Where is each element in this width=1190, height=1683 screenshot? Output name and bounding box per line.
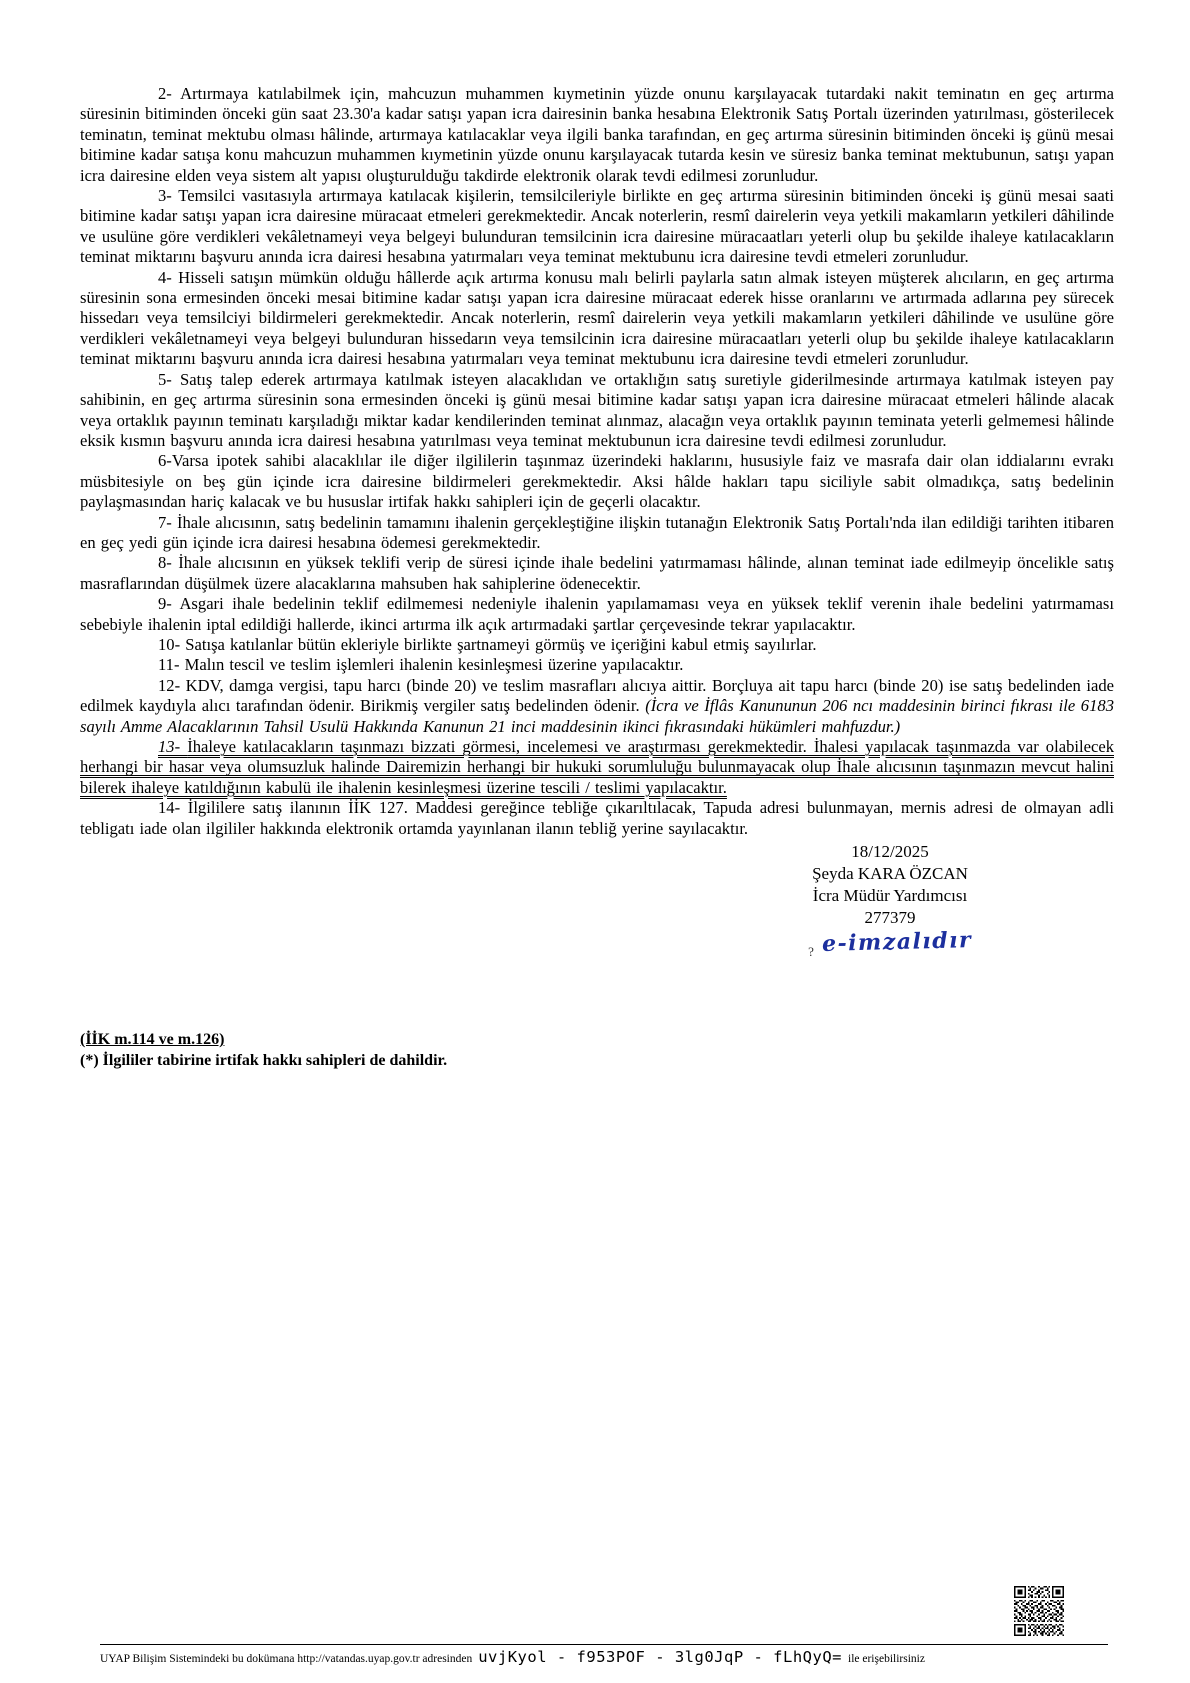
- footer-access-suffix: ile erişebilirsiniz: [848, 1653, 925, 1665]
- e-signature-stamp: e-imzalıdır: [821, 927, 973, 957]
- document-body: [0, 0, 1190, 839]
- paragraph-9: 9- Asgari ihale bedelinin teklif edilmemesi nedeniyle ihalenin yapılamaması veya en yüksek teklif verenin ihale bedelini yatırmaması sebebiyle ihalenin iptal edildiği hallerde, ikinci artırma ilk açık artırmadaki şartlar çerçevesinde tekrar yapılacaktır.: [80, 594, 1114, 634]
- signature-block: [730, 841, 1050, 963]
- e-signature-row: [730, 927, 1050, 963]
- footnote-easement-holders: (*) İlgililer tabirine irtifak hakkı sahipleri de dahildir.: [80, 1052, 448, 1070]
- signer-title: İcra Müdür Yardımcısı: [812, 886, 968, 906]
- paragraph-12-legal-reference: (İcra ve İflâs Kanununun 206 ncı maddesinin birinci fıkrası ile 6183 sayılı Amme Alacaklarının Tahsil Usulü Hakkında Kanunun 21 inci maddesinin ikinci fıkrasındaki hükümleri mahfuzdur.): [80, 696, 1114, 736]
- footer-access-code: uvjKyol - f953POF - 3lg0JqP - fLhQyQ=: [478, 1648, 842, 1666]
- paragraph-6: 6-Varsa ipotek sahibi alacaklılar ile diğer ilgililerin taşınmaz üzerindeki haklarını, hususiyle faiz ve masrafa dair olan iddialarını evrakı müsbitesiyle on beş gün içinde icra dairesine bildirmeleri gerekmektedir. Aksi hâlde hakları tapu siciliyle sabit olmadıkça, satış bedelinin paylaşmasından hariç kalacak ve bu hususlar irtifak hakkı sahipleri için de geçerli olacaktır.: [80, 451, 1114, 512]
- paragraph-13-number: 13-: [158, 737, 188, 756]
- footer-access-text: UYAP Bilişim Sistemindeki bu dokümana http://vatandas.uyap.gov.tr adresinden: [100, 1653, 473, 1665]
- paragraph-5: 5- Satış talep ederek artırmaya katılmak isteyen alacaklıdan ve ortaklığın satış suretiyle giderilmesinde artırmaya katılmak isteyen pay sahibinin, en geç artırma süresinin sona ermesinden önceki iş günü mesai bitimine kadar satışı yapan icra dairesine müracaat etmeleri hâlinde alacak veya ortaklık payının teminatı karşıladığı miktar kadar kendilerinden teminat alınmaz, alacağın veya ortaklık payının teminata yeterli gelmemesi hâlinde eksik kısmın başvuru anında icra dairesi hesabına yatırılması veya teminat mektubunun icra dairesine tevdi edilmesi zorunludur.: [80, 369, 1114, 450]
- paragraph-3: 3- Temsilci vasıtasıyla artırmaya katılacak kişilerin, temsilcileriyle birlikte en geç artırma süresinin bitiminden önceki iş günü mesai saati bitimine kadar satışı yapan icra dairesine müracaat etmeleri gerekmektedir. Ancak noterlerin, resmî dairelerin veya yetkili makamların yetkileri dâhilinde ve usulüne göre verdikleri vekâletnameyi veya belgeyi bulunduran temsilcinin icra dairesine müracaatları yeterli olup bu şekilde ihaleye katılacakların teminat miktarını başvuru anında icra dairesi hesabına yatırmaları veya teminat mektubunu icra dairesine tevdi etmeleri zorunludur.: [80, 186, 1114, 267]
- paragraph-4: 4- Hisseli satışın mümkün olduğu hâllerde açık artırma konusu malı belirli paylarla satın almak isteyen müşterek alıcıların, en geç artırma süresinin sona ermesinden önceki mesai bitimine kadar satışı yapan icra dairesine müracaat ederek hisse oranlarını ve artırmada adlarına pey sürecek hissedarı veya temsilciyi bildirmeleri gerekmektedir. Ancak noterlerin, resmî dairelerin veya yetkili makamların yetkileri dâhilinde ve usulüne göre verdikleri vekâletnameyi veya belgeyi bulunduran hissedarın veya temsilcinin icra dairesine müracaatları yeterli olup bu şekilde ihaleye katılacakların teminat miktarını başvuru anında icra dairesi hesabına yatırmaları veya teminat mektubunu icra dairesine tevdi etmeleri zorunludur.: [80, 267, 1114, 369]
- paragraph-8: 8- İhale alıcısının en yüksek teklifi verip de süresi içinde ihale bedelini yatırmaması hâlinde, alınan teminat iade edilmeyip öncelikle satış masraflarından düşülmek üzere alacaklarına mahsuben hak sahiplerine ödenecektir.: [80, 553, 1114, 593]
- page-footer: [100, 1644, 1108, 1666]
- qr-code: [1014, 1586, 1064, 1636]
- paragraph-13-text: İhaleye katılacakların taşınmazı bizzati görmesi, incelemesi ve araştırması gerekmektedir. İhalesi yapılacak taşınmazda var olabilecek herhangi bir hasar veya olumsuzluk halinde Dairemizin herhangi bir hukuki sorumluluğu bulunmayacak olup İhale alıcısının taşınmazın mevcut halini bilerek ihaleye katıldığının kabulü ile ihalenin kesinleşmesi üzerine tescili / teslimi yapılacaktır.: [80, 737, 1114, 797]
- footnote-iik-articles: (İİK m.114 ve m.126): [80, 1031, 225, 1049]
- paragraph-12: [80, 676, 1114, 737]
- stamp-question-mark: ?: [808, 944, 814, 960]
- paragraph-12-text: 12- KDV, damga vergisi, tapu harcı (binde 20) ve teslim masrafları alıcıya aittir. Borçluya ait tapu harcı (binde 20) ise satış bedelinden iade edilmek kaydıyla alıcı tarafından ödenir. Birikmiş vergiler satış bedelinden ödenir.: [80, 675, 1114, 716]
- signature-date: 18/12/2025: [851, 842, 929, 862]
- footnotes: [80, 1029, 1190, 1071]
- paragraph-14: 14- İlgililere satış ilanının İİK 127. Maddesi gereğince tebliğe çıkarıltılacak, Tapuda adresi bulunmayan, mernis adresi de olmayan adli tebligatı iade olan ilgililer hakkında elektronik ortamda yayınlanan ilanın tebliğ yerine sayılacaktır.: [80, 798, 1114, 838]
- paragraph-11: 11- Malın tescil ve teslim işlemleri ihalenin kesinleşmesi üzerine yapılacaktır.: [158, 655, 684, 675]
- signer-registry-number: 277379: [864, 908, 916, 928]
- paragraph-7: 7- İhale alıcısının, satış bedelinin tamamını ihalenin gerçekleştiğine ilişkin tutanağın Elektronik Satış Portalı'nda ilan edildiği tarihten itibaren en geç yedi gün içinde icra dairesi hesabına ödemesi gerekmektedir.: [80, 512, 1114, 552]
- paragraph-10: 10- Satışa katılanlar bütün ekleriyle birlikte şartnameyi görmüş ve içeriğini kabul etmiş sayılırlar.: [158, 634, 817, 654]
- signer-name: Şeyda KARA ÖZCAN: [812, 864, 968, 884]
- paragraph-13: [80, 737, 1114, 798]
- paragraph-2: 2- Artırmaya katılabilmek için, mahcuzun muhammen kıymetinin yüzde onunu karşılayacak tutardaki nakit teminatın en geç artırma süresinin bitiminden önceki gün saat 23.30'a kadar satışı yapan icra dairesinin banka hesabına Elektronik Satış Portalı üzerinden yatırılması, gösterilecek teminatın, teminat mektubu olması hâlinde, artırmaya katılacaklar veya ilgili banka tarafından, en geç artırma süresinin bitiminden önceki iş günü mesai bitimine kadar satışa konu mahcuzun muhammen kıymetinin yüzde onunu karşılayacak tutarda kesin ve süresiz banka teminat mektubunun, satışı yapan icra dairesine elden veya sistem alt yapısı oluşturulduğu takdirde elektronik olarak tevdi edilmesi zorunludur.: [80, 84, 1114, 185]
